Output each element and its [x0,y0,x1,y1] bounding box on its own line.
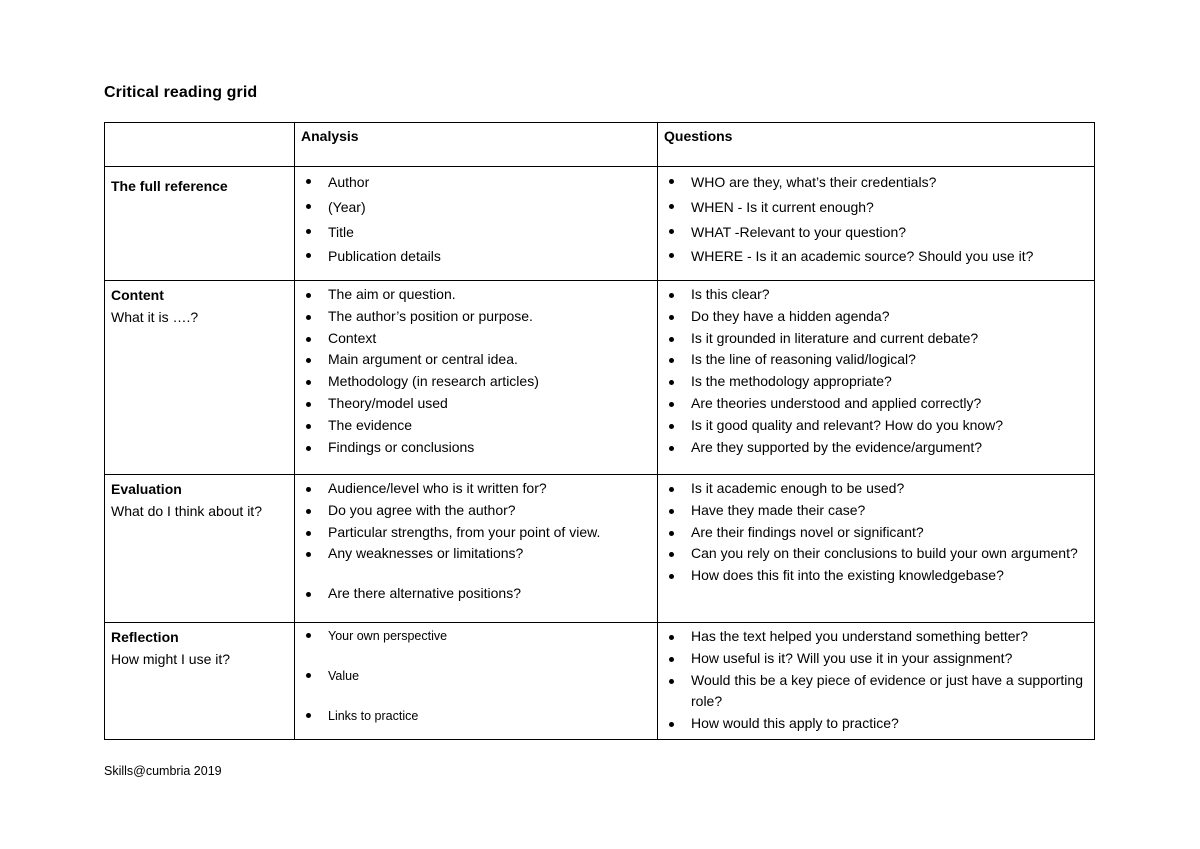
list-item: Theory/model used [301,393,651,415]
list-item: WHEN - Is it current enough? [664,195,1088,220]
row-full-reference [105,167,1095,281]
list-item: Audience/level who is it written for? [301,478,651,500]
list-item: Findings or conclusions [301,437,651,459]
list-item: Can you rely on their conclusions to build your own argument? [664,543,1088,565]
header-empty [105,123,295,167]
list-item: Is it good quality and relevant? How do you know? [664,415,1088,437]
row-reflection [105,623,1095,740]
row-content [105,281,1095,475]
analysis-list [301,170,651,269]
questions-list [664,284,1088,458]
list-item: WHAT -Relevant to your question? [664,220,1088,245]
questions-list [664,478,1088,587]
list-item: Are they supported by the evidence/argument? [664,437,1088,459]
list-item: (Year) [301,195,651,220]
header-analysis: Analysis [295,123,658,167]
questions-list [664,626,1088,735]
row-subheading: What it is ….? [111,309,199,325]
header-questions: Questions [658,123,1095,167]
table-header-row [105,123,1095,167]
list-item: Is the line of reasoning valid/logical? [664,349,1088,371]
row-heading: Reflection [111,629,179,645]
list-item: Main argument or central idea. [301,349,651,371]
list-item: Context [301,328,651,350]
list-item: Is it grounded in literature and current debate? [664,328,1088,350]
list-item: WHO are they, what’s their credentials? [664,170,1088,195]
row-evaluation [105,475,1095,623]
footer-copyright: Skills@cumbria 2019 [104,764,222,778]
list-item: Publication details [301,244,651,269]
list-item: Author [301,170,651,195]
analysis-list [301,626,651,726]
list-item: Methodology (in research articles) [301,371,651,393]
list-item: The author’s position or purpose. [301,306,651,328]
list-item: The aim or question. [301,284,651,306]
list-item: Is the methodology appropriate? [664,371,1088,393]
row-subheading: What do I think about it? [111,503,262,519]
list-item: How useful is it? Will you use it in your assignment? [664,648,1088,670]
analysis-list [301,478,651,605]
list-item: Do they have a hidden agenda? [664,306,1088,328]
questions-list [664,170,1088,269]
list-item: Have they made their case? [664,500,1088,522]
page-title: Critical reading grid [104,84,258,101]
critical-reading-table [104,122,1095,740]
list-item: How would this apply to practice? [664,713,1088,735]
list-item: Is it academic enough to be used? [664,478,1088,500]
list-item: Your own perspective [301,626,651,646]
list-item: Value [301,666,651,686]
list-item: Has the text helped you understand something better? [664,626,1088,648]
row-heading: The full reference [111,178,228,194]
list-item: Any weaknesses or limitations? [301,543,651,565]
list-item: How does this fit into the existing knowledgebase? [664,565,1088,587]
list-item: Particular strengths, from your point of view. [301,522,651,544]
list-item: Are their findings novel or significant? [664,522,1088,544]
list-item: The evidence [301,415,651,437]
list-item: Links to practice [301,706,651,726]
list-item: WHERE - Is it an academic source? Should you use it? [664,244,1088,269]
list-item: Do you agree with the author? [301,500,651,522]
row-subheading: How might I use it? [111,651,231,667]
list-item: Is this clear? [664,284,1088,306]
list-item: Are theories understood and applied correctly? [664,393,1088,415]
list-item: Are there alternative positions? [301,583,651,605]
row-heading: Evaluation [111,481,182,497]
list-item: Would this be a key piece of evidence or just have a supporting role? [664,670,1088,714]
list-item: Title [301,220,651,245]
row-heading: Content [111,287,164,303]
analysis-list [301,284,651,458]
